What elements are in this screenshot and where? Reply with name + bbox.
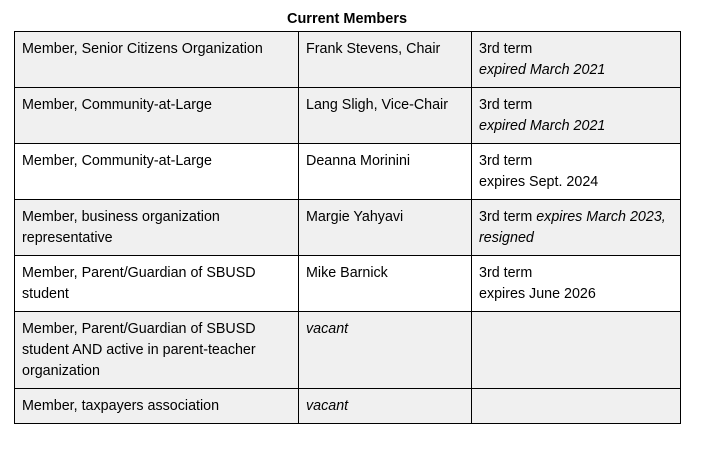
term-count: 3rd term [479, 41, 533, 57]
term-cell [472, 88, 681, 144]
member-name-cell: Frank Stevens, Chair [299, 32, 472, 88]
table-row [15, 144, 681, 200]
table-row [15, 88, 681, 144]
term-status: expires Sept. 2024 [479, 174, 599, 190]
term-status: expired March 2021 [479, 118, 606, 134]
table-row [15, 200, 681, 256]
term-cell [472, 200, 681, 256]
table-row [15, 389, 681, 424]
member-name-cell: vacant [299, 389, 472, 424]
member-name-cell: Mike Barnick [299, 256, 472, 312]
member-name-cell: Lang Sligh, Vice-Chair [299, 88, 472, 144]
position-cell: Member, Parent/Guardian of SBUSD student AND active in parent-teacher organization [15, 312, 299, 389]
term-status: expires March 2023, resigned [479, 209, 666, 246]
term-count: 3rd term [479, 153, 533, 169]
term-status: expires June 2026 [479, 286, 596, 302]
member-name-cell: vacant [299, 312, 472, 389]
term-cell [472, 312, 681, 389]
position-cell: Member, Senior Citizens Organization [15, 32, 299, 88]
term-cell [472, 144, 681, 200]
term-count: 3rd term [479, 265, 533, 281]
page-title: Current Members [286, 11, 408, 27]
table-row [15, 312, 681, 389]
position-cell: Member, business organization representative [15, 200, 299, 256]
term-count: 3rd term [479, 209, 533, 225]
member-name-cell: Deanna Morinini [299, 144, 472, 200]
member-name-cell: Margie Yahyavi [299, 200, 472, 256]
term-status: expired March 2021 [479, 62, 606, 78]
term-count: 3rd term [479, 97, 533, 113]
table-row [15, 256, 681, 312]
term-cell [472, 32, 681, 88]
table-row [15, 32, 681, 88]
position-cell: Member, Community-at-Large [15, 88, 299, 144]
position-cell: Member, taxpayers association [15, 389, 299, 424]
term-cell [472, 389, 681, 424]
position-cell: Member, Community-at-Large [15, 144, 299, 200]
members-table [14, 31, 681, 424]
term-cell [472, 256, 681, 312]
position-cell: Member, Parent/Guardian of SBUSD student [15, 256, 299, 312]
